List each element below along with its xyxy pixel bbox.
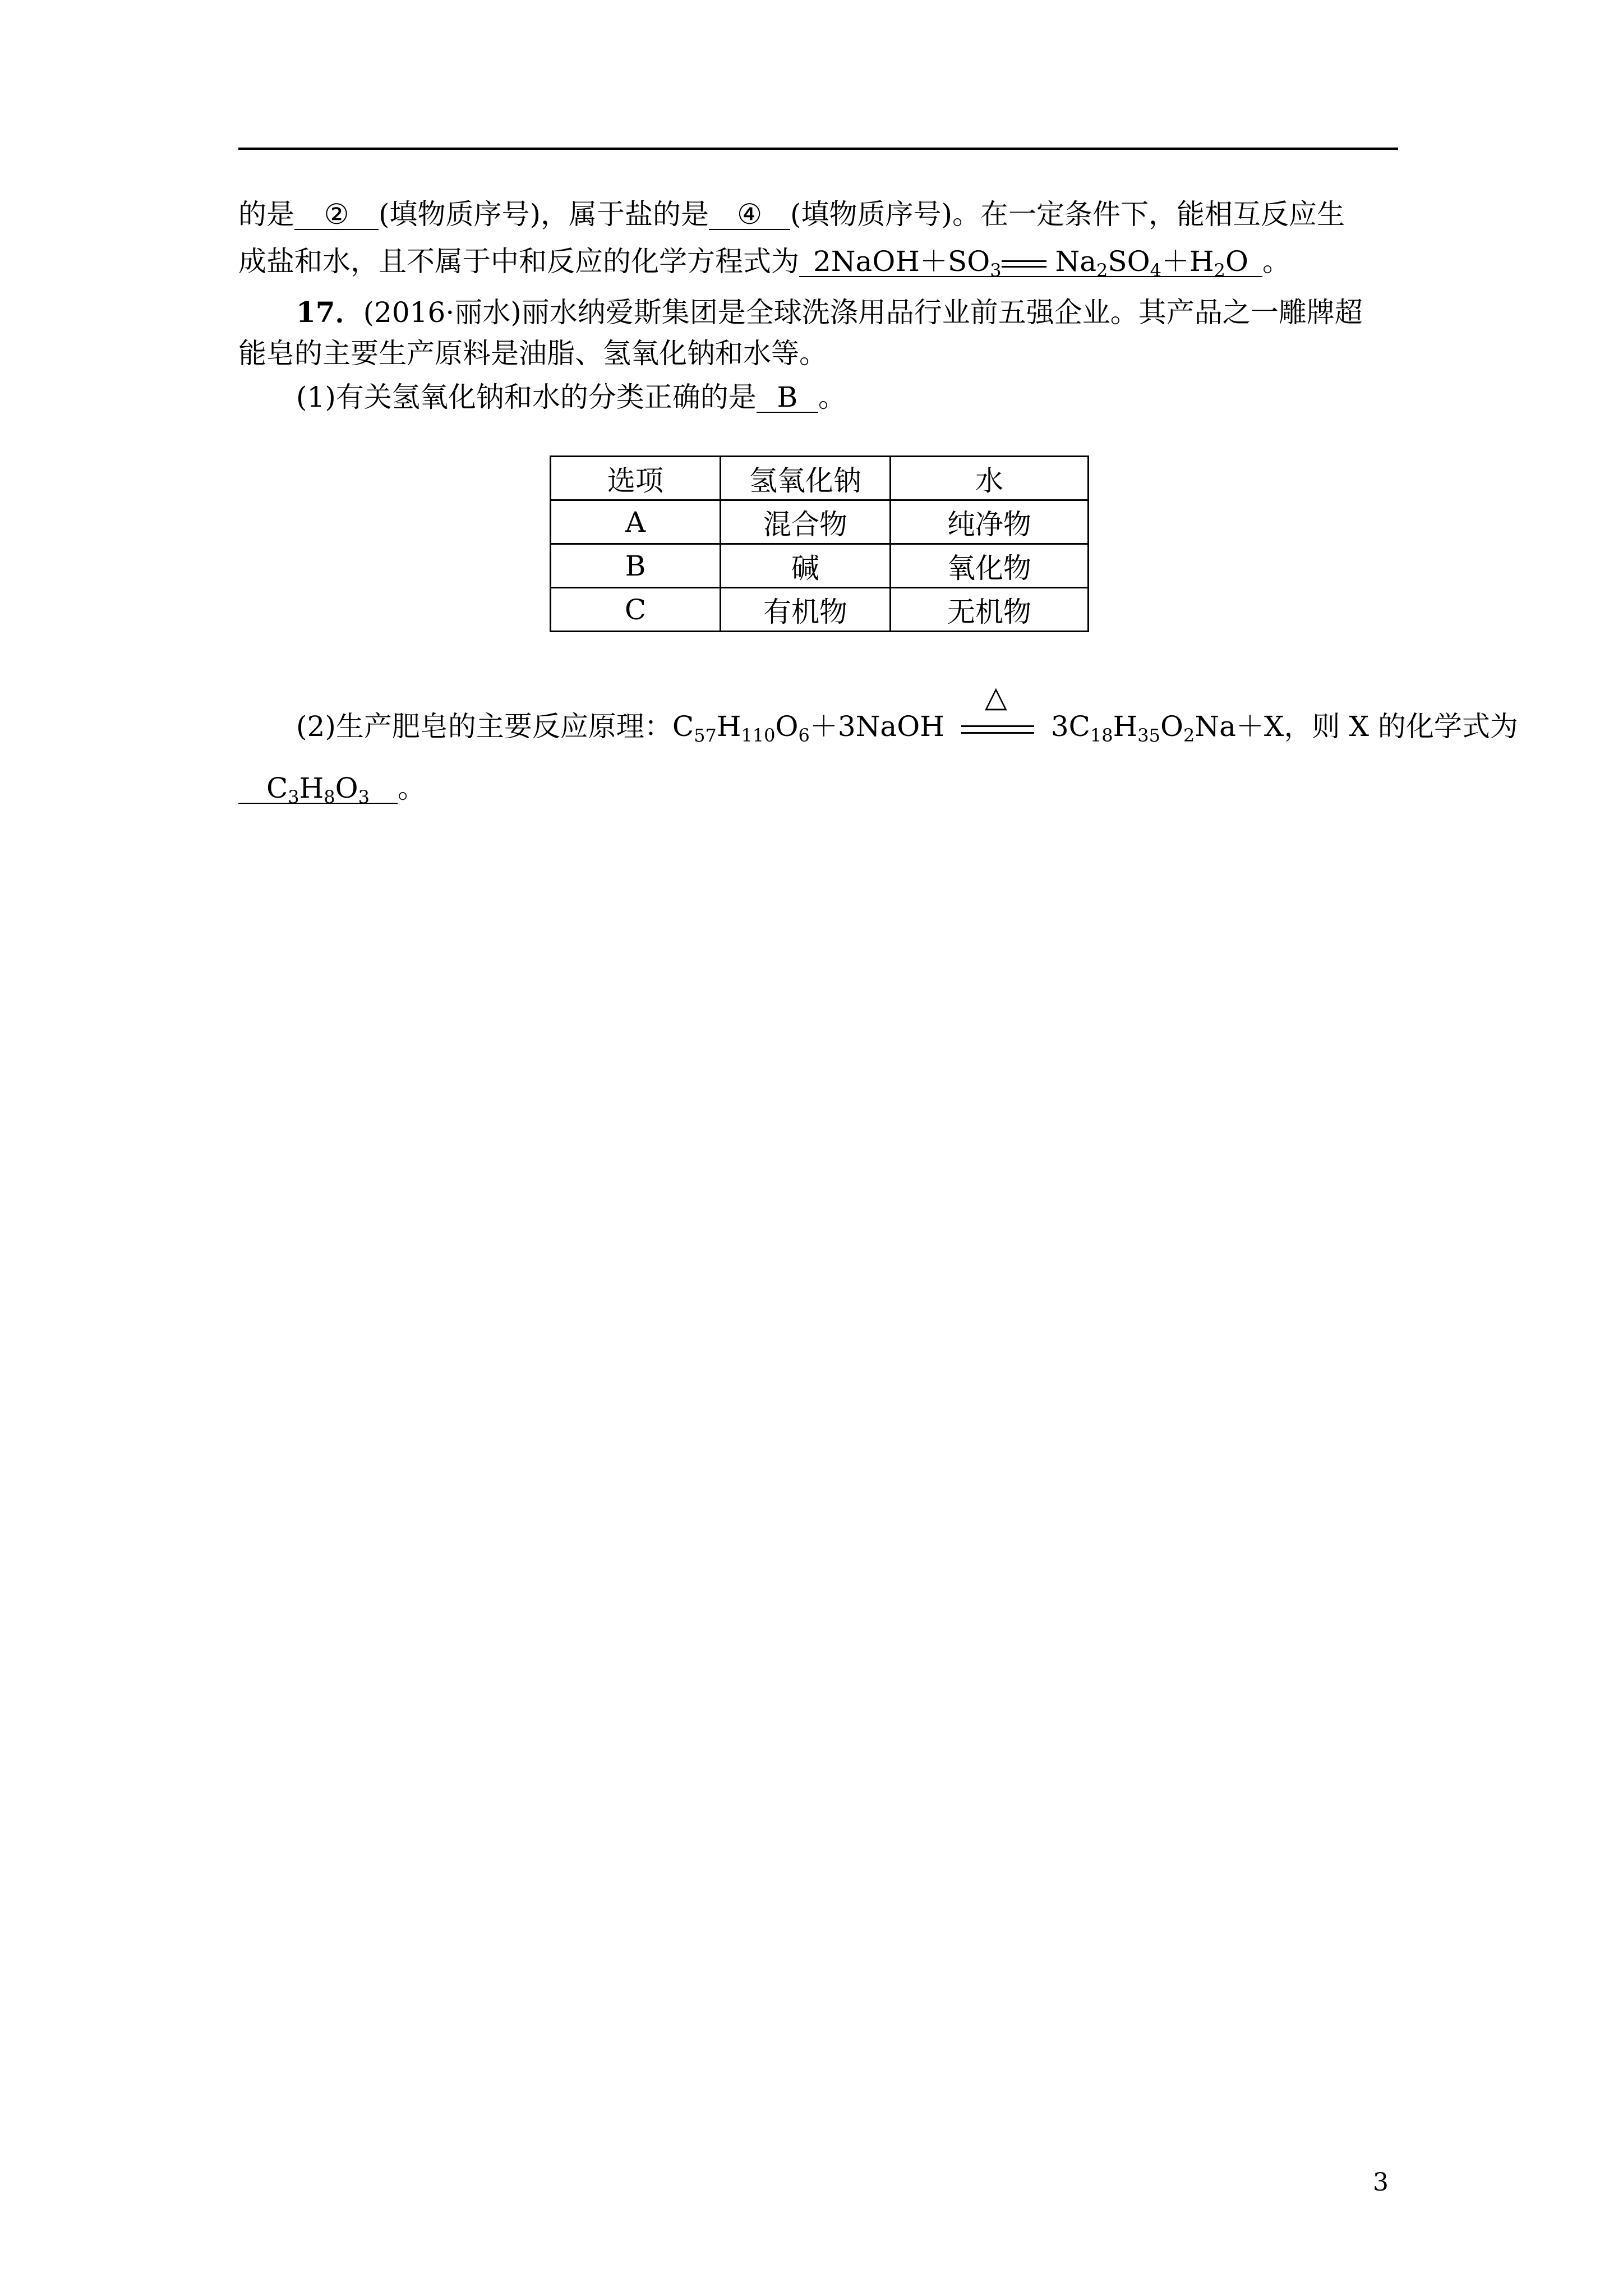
text: 。 xyxy=(397,772,426,804)
table-cell: 有机物 xyxy=(721,588,891,632)
formula-text: 3C xyxy=(1050,710,1090,743)
text: 成盐和水，且不属于中和反应的化学方程式为 xyxy=(238,245,799,278)
subscript: 35 xyxy=(1137,725,1160,746)
question-text: (2)生产肥皂的主要反应原理： xyxy=(296,710,672,743)
question-17-part-2-answer xyxy=(238,771,426,808)
equation-text: Na xyxy=(1055,245,1097,278)
subscript: 57 xyxy=(694,725,717,746)
table-header: 水 xyxy=(891,457,1089,500)
formula-text: H xyxy=(716,710,741,743)
question-text: 丽水纳爱斯集团是全球洗涤用品行业前五强企业。其产品之一雕牌超 xyxy=(521,296,1363,329)
subscript: 2 xyxy=(1214,260,1225,281)
text-line-2 xyxy=(238,245,1290,281)
page-number: 3 xyxy=(1373,2168,1389,2197)
formula-text: H xyxy=(299,772,324,804)
question-text: 能皂的主要生产原料是油脂、氢氧化钠和水等。 xyxy=(238,337,827,370)
classification-table xyxy=(550,455,1089,632)
subscript: 2 xyxy=(1096,260,1108,281)
table-header: 选项 xyxy=(551,457,721,500)
equation-text: SO xyxy=(1108,245,1150,278)
subscript: 6 xyxy=(798,725,810,746)
text: 。 xyxy=(818,381,846,413)
subscript: 3 xyxy=(288,786,299,808)
text-line-1 xyxy=(238,197,1345,231)
table-cell: A xyxy=(551,500,721,544)
formula-text: O xyxy=(1160,710,1183,743)
table-cell: 碱 xyxy=(721,544,891,588)
subscript: 4 xyxy=(1150,260,1162,281)
table-cell: C xyxy=(551,588,721,632)
question-text: (1)有关氢氧化钠和水的分类正确的是 xyxy=(296,381,757,413)
table-cell: 氧化物 xyxy=(891,544,1089,588)
formula-text: C xyxy=(672,710,694,743)
question-number: 17． xyxy=(296,296,363,329)
subscript: 18 xyxy=(1090,725,1113,746)
table-header: 氢氧化钠 xyxy=(721,457,891,500)
table-cell: B xyxy=(551,544,721,588)
question-17-line-2 xyxy=(238,337,827,370)
equation-text: 2NaOH＋SO xyxy=(813,245,990,278)
header-rule xyxy=(238,148,1398,150)
answer-text: ④ xyxy=(737,198,762,231)
question-text: ，则 X 的化学式为 xyxy=(1284,710,1518,743)
question-17-line-1 xyxy=(296,296,1363,329)
table-cell: 混合物 xyxy=(721,500,891,544)
text: (填物质序号)。在一定条件下，能相互反应生 xyxy=(790,198,1345,231)
answer-blank-2 xyxy=(709,200,790,230)
equation-answer-blank xyxy=(799,245,1262,281)
equation-text: O xyxy=(1225,245,1248,278)
table-cell: 纯净物 xyxy=(891,500,1089,544)
answer-blank-1 xyxy=(294,200,379,230)
formula-text: C xyxy=(266,772,288,804)
answer-blank-4 xyxy=(238,772,398,808)
formula-text: H xyxy=(1113,710,1138,743)
text: 。 xyxy=(1262,245,1290,278)
subscript: 110 xyxy=(741,725,776,746)
answer-text: B xyxy=(777,381,798,413)
answer-blank-3 xyxy=(757,383,818,413)
question-17-part-2 xyxy=(296,680,1518,746)
subscript: 2 xyxy=(1183,725,1195,746)
formula-text: ＋3NaOH xyxy=(809,710,944,743)
heating-equals-sign xyxy=(961,680,1034,746)
question-source: (2016·丽水) xyxy=(363,296,522,329)
equation-text: ＋H xyxy=(1161,245,1214,278)
subscript: 3 xyxy=(990,260,1002,281)
table-header-row xyxy=(551,457,1089,500)
table-row xyxy=(551,500,1089,544)
heat-triangle-icon: △ xyxy=(984,680,1007,714)
table-row xyxy=(551,544,1089,588)
question-17-part-1 xyxy=(296,380,846,414)
equals-sign xyxy=(1002,252,1046,275)
answer-text: ② xyxy=(324,198,349,231)
table-row xyxy=(551,588,1089,632)
subscript: 3 xyxy=(358,786,370,808)
text: (填物质序号)，属于盐的是 xyxy=(379,198,709,231)
formula-text: O xyxy=(775,710,799,743)
formula-text: O xyxy=(335,772,358,804)
text: 的是 xyxy=(238,198,294,231)
formula-text: Na＋X xyxy=(1195,710,1284,743)
subscript: 8 xyxy=(324,786,335,808)
table-cell: 无机物 xyxy=(891,588,1089,632)
